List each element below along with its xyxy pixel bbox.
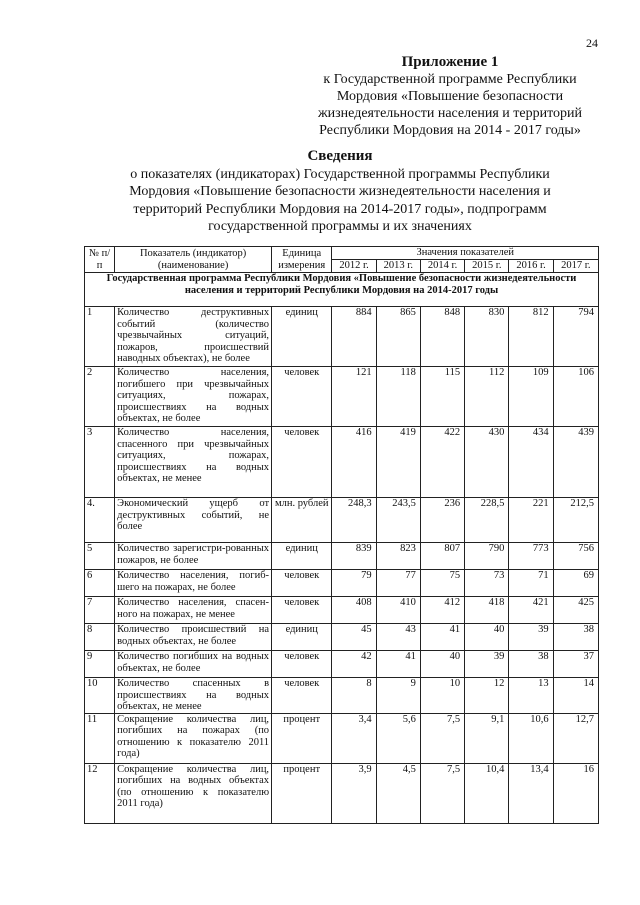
row-number: 7 xyxy=(85,597,115,624)
row-value: 40 xyxy=(465,624,509,651)
header-year: 2015 г. xyxy=(465,260,509,273)
row-value: 439 xyxy=(553,427,598,498)
row-value: 7,5 xyxy=(420,763,464,823)
row-unit: человек xyxy=(272,597,332,624)
row-value: 412 xyxy=(420,597,464,624)
header-year: 2016 г. xyxy=(509,260,553,273)
section-title: Государственная программа Республики Мордовия «Повышение безопасности жизнедеятельности населения и территорий Республики Мордовия на 2014-2017 годы xyxy=(85,273,599,307)
info-line: государственной программы и их значениях xyxy=(208,219,472,234)
table-row xyxy=(85,543,599,570)
row-value: 109 xyxy=(509,367,553,427)
row-indicator: Количество деструктивных событий (количество чрезвычайных ситуаций, пожаров, происшествий наводных объектах), не более xyxy=(115,307,272,367)
row-indicator: Количество населения, погиб-шего на пожарах, не более xyxy=(115,570,272,597)
table-row xyxy=(85,367,599,427)
appendix-line: Республики Мордовия на 2014 - 2017 годы» xyxy=(319,123,581,138)
appendix-line: Мордовия «Повышение безопасности xyxy=(336,89,564,104)
row-value: 106 xyxy=(553,367,598,427)
row-value: 839 xyxy=(332,543,376,570)
row-unit: процент xyxy=(272,763,332,823)
row-value: 212,5 xyxy=(553,498,598,543)
row-value: 756 xyxy=(553,543,598,570)
row-value: 418 xyxy=(465,597,509,624)
appendix-line: к Государственной программе Республики xyxy=(323,72,577,87)
row-unit: человек xyxy=(272,651,332,678)
row-value: 39 xyxy=(509,624,553,651)
row-value: 794 xyxy=(553,307,598,367)
row-value: 416 xyxy=(332,427,376,498)
indicators-table xyxy=(84,246,599,824)
table-row xyxy=(85,678,599,714)
row-value: 790 xyxy=(465,543,509,570)
row-value: 8 xyxy=(332,678,376,714)
row-value: 425 xyxy=(553,597,598,624)
row-value: 16 xyxy=(553,763,598,823)
info-line: Мордовия «Повышение безопасности жизнедеятельности населения и xyxy=(129,184,551,199)
table-row xyxy=(85,651,599,678)
appendix-line: жизнедеятельности населения и территорий xyxy=(317,106,583,121)
row-indicator: Экономический ущерб от деструктивных событий, не более xyxy=(115,498,272,543)
info-heading xyxy=(40,148,640,236)
row-unit: человек xyxy=(272,367,332,427)
info-line: территорий Республики Мордовия на 2014-2017 годы», подпрограмм xyxy=(133,201,547,217)
row-value: 71 xyxy=(509,570,553,597)
table-row xyxy=(85,713,599,763)
row-indicator: Количество спасенных в происшествиях на водных объектах, не менее xyxy=(115,678,272,714)
row-value: 9 xyxy=(376,678,420,714)
header-year: 2017 г. xyxy=(553,260,598,273)
row-value: 45 xyxy=(332,624,376,651)
row-unit: человек xyxy=(272,427,332,498)
row-value: 7,5 xyxy=(420,713,464,763)
row-indicator: Количество зарегистри-рованных пожаров, не более xyxy=(115,543,272,570)
row-value: 419 xyxy=(376,427,420,498)
row-value: 79 xyxy=(332,570,376,597)
row-value: 807 xyxy=(420,543,464,570)
row-value: 243,5 xyxy=(376,498,420,543)
row-unit: единиц xyxy=(272,543,332,570)
header-values: Значения показателей xyxy=(332,247,599,260)
info-line: о показателях (индикаторах) Государственной программы Республики xyxy=(130,166,550,182)
row-number: 6 xyxy=(85,570,115,597)
row-value: 9,1 xyxy=(465,713,509,763)
row-value: 812 xyxy=(509,307,553,367)
row-value: 112 xyxy=(465,367,509,427)
row-value: 14 xyxy=(553,678,598,714)
row-indicator: Количество погибших на водных объектах, не более xyxy=(115,651,272,678)
row-value: 43 xyxy=(376,624,420,651)
row-value: 408 xyxy=(332,597,376,624)
row-indicator: Количество населения, спасен-ного на пожарах, не менее xyxy=(115,597,272,624)
row-value: 37 xyxy=(553,651,598,678)
page-number: 24 xyxy=(586,36,598,50)
info-title: Сведения xyxy=(307,148,373,164)
row-value: 38 xyxy=(553,624,598,651)
row-number: 10 xyxy=(85,678,115,714)
table-row xyxy=(85,570,599,597)
row-value: 41 xyxy=(376,651,420,678)
table-row xyxy=(85,307,599,367)
row-value: 10,6 xyxy=(509,713,553,763)
row-number: 3 xyxy=(85,427,115,498)
row-number: 2 xyxy=(85,367,115,427)
row-number: 5 xyxy=(85,543,115,570)
row-value: 69 xyxy=(553,570,598,597)
row-number: 1 xyxy=(85,307,115,367)
row-value: 228,5 xyxy=(465,498,509,543)
row-value: 3,4 xyxy=(332,713,376,763)
row-value: 40 xyxy=(420,651,464,678)
row-value: 830 xyxy=(465,307,509,367)
row-value: 75 xyxy=(420,570,464,597)
row-indicator: Сокращение количества лиц, погибших на водных объектах (по отношению к показателю 2011 года) xyxy=(115,763,272,823)
header-no: № п/п xyxy=(85,247,115,273)
appendix-block xyxy=(290,54,610,139)
row-value: 221 xyxy=(509,498,553,543)
row-unit: единиц xyxy=(272,624,332,651)
row-value: 5,6 xyxy=(376,713,420,763)
appendix-title: Приложение 1 xyxy=(401,54,499,70)
table-row xyxy=(85,427,599,498)
row-value: 773 xyxy=(509,543,553,570)
row-unit: единиц xyxy=(272,307,332,367)
row-value: 39 xyxy=(465,651,509,678)
header-year: 2014 г. xyxy=(420,260,464,273)
row-value: 422 xyxy=(420,427,464,498)
row-value: 12 xyxy=(465,678,509,714)
row-value: 865 xyxy=(376,307,420,367)
row-value: 823 xyxy=(376,543,420,570)
row-value: 13,4 xyxy=(509,763,553,823)
table-row xyxy=(85,597,599,624)
row-value: 121 xyxy=(332,367,376,427)
row-value: 115 xyxy=(420,367,464,427)
row-number: 4. xyxy=(85,498,115,543)
row-value: 10 xyxy=(420,678,464,714)
header-unit: Единица измерения xyxy=(272,247,332,273)
row-value: 434 xyxy=(509,427,553,498)
row-value: 10,4 xyxy=(465,763,509,823)
row-value: 236 xyxy=(420,498,464,543)
row-value: 4,5 xyxy=(376,763,420,823)
row-value: 421 xyxy=(509,597,553,624)
row-value: 13 xyxy=(509,678,553,714)
row-value: 38 xyxy=(509,651,553,678)
row-value: 3,9 xyxy=(332,763,376,823)
header-year: 2013 г. xyxy=(376,260,420,273)
row-value: 118 xyxy=(376,367,420,427)
row-indicator: Количество происшествий на водных объектах, не более xyxy=(115,624,272,651)
table-row xyxy=(85,498,599,543)
row-value: 430 xyxy=(465,427,509,498)
table-row xyxy=(85,624,599,651)
row-value: 73 xyxy=(465,570,509,597)
row-number: 11 xyxy=(85,713,115,763)
row-number: 8 xyxy=(85,624,115,651)
row-value: 410 xyxy=(376,597,420,624)
header-year: 2012 г. xyxy=(332,260,376,273)
row-indicator: Сокращение количества лиц, погибших на пожарах (по отношению к показателю 2011 года) xyxy=(115,713,272,763)
row-indicator: Количество населения, погибшего при чрезвычайных ситуациях, пожарах, происшествиях на водных объектах, не более xyxy=(115,367,272,427)
row-unit: млн. рублей xyxy=(272,498,332,543)
row-number: 12 xyxy=(85,763,115,823)
row-value: 848 xyxy=(420,307,464,367)
row-value: 42 xyxy=(332,651,376,678)
row-value: 884 xyxy=(332,307,376,367)
row-indicator: Количество населения, спасенного при чрезвычайных ситуациях, пожарах, происшествиях на водных объектах, не менее xyxy=(115,427,272,498)
row-value: 12,7 xyxy=(553,713,598,763)
row-number: 9 xyxy=(85,651,115,678)
row-value: 248,3 xyxy=(332,498,376,543)
table-row xyxy=(85,763,599,823)
row-unit: процент xyxy=(272,713,332,763)
row-unit: человек xyxy=(272,678,332,714)
row-unit: человек xyxy=(272,570,332,597)
row-value: 77 xyxy=(376,570,420,597)
header-indicator: Показатель (индикатор) (наименование) xyxy=(115,247,272,273)
row-value: 41 xyxy=(420,624,464,651)
